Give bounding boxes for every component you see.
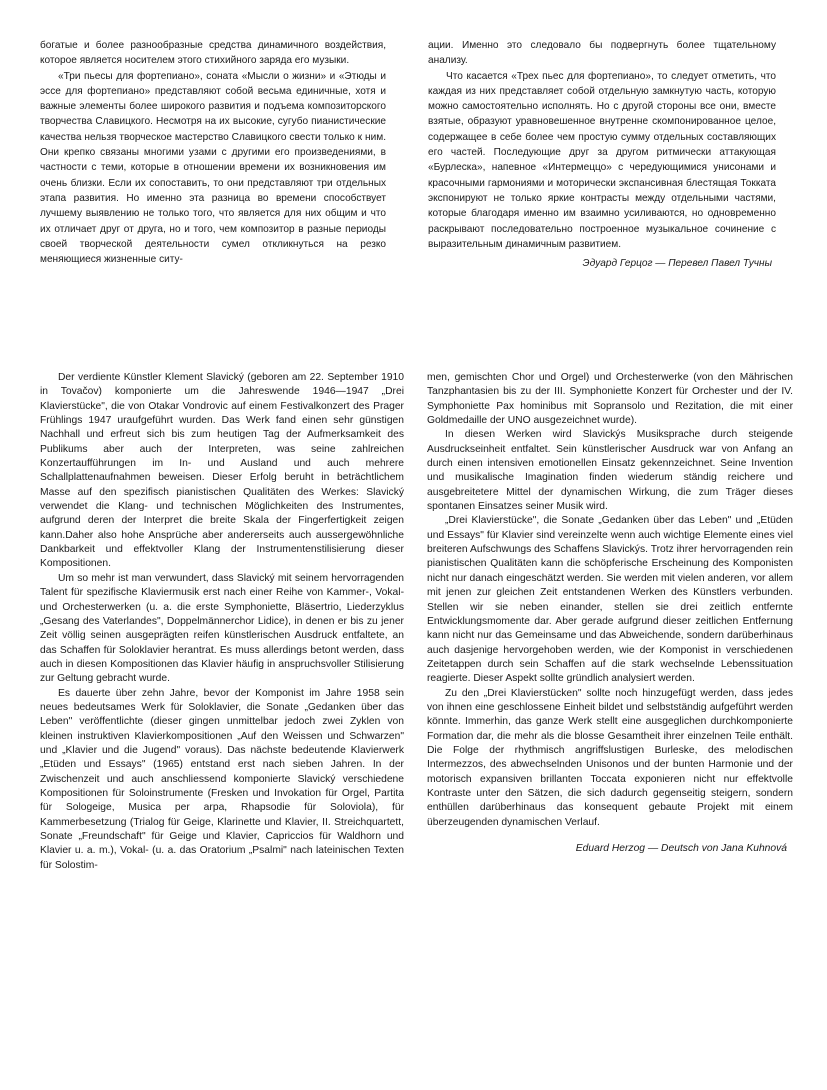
de-right-paragraph-3: „Drei Klavierstücke", die Sonate „Gedanken über das Leben" und „Etüden und Essays" für Klavier sind vereinzelte wenn auch wichtige Elemente eines viel breiteren Aufschwungs des Schaffens Slavickýs. Trotz ihrer hervorragenden rein pianistischen Qualitäten kann die schöpferische Erscheinung des Komponisten nicht nur danach eingeschätzt werden. Sie werden mit vielen anderen, vor allem mit jenen zur gleichen Zeit entstandenen Werken des Künstlers verbunden. Stellen wir sie neben einander, stellen sie drei zeitlich entfernte Entwicklungsmomente dar. Aber gerade aufgrund dieser zeitlichen Entfernung kann nicht nur das Gemeinsame und das Abweichende, sondern darüberhinaus auch dasjenige hervorgehoben werden, wie der Komponist in verschiedenen Zeitetappen durch sein Schaffen auf die stark wechselnde Lebenssituation reagierte. Dieser Aspekt sollte gründlich analysiert werden. [427,515,793,685]
de-left-paragraph-2: Um so mehr ist man verwundert, dass Slavický mit seinem hervorragenden Talent für spezifische Klaviermusik erst nach einer Reihe von Kammer-, Vokal- und Orchesterwerken (u. a. die erste Symphoniette, Bläsertrio, Liederzyklus „Gesang des Vaterlandes", Doppelmännerchor Lidice), in denen er bis zu jener Zeit völlig seinen ausgeprägten reifen künstlerischen Ausdruck entfaltete, an das Schaffen für Soloklavier herantrat. Es muss allerdings betont werden, dass auch in diesen Kompositionen das Klavier häufig in anspruchsvoller Stilisierung zur Geltung gebracht wurde. [40,572,404,685]
german-text-block [0,371,827,1061]
russian-text-block [0,38,827,348]
de-right-paragraph-4: Zu den „Drei Klavierstücken" sollte noch hinzugefügt werden, dass jedes von ihnen eine geschlossene Einheit bildet und selbstständig aufgeführt werden könnte. Immerhin, das ganze Werk stellt eine ausgeglichen durchkomponierte Formation dar, die mehr als die blosse Gesamtheit ihrer einzelnen Teile enthält. Die Folge der rhythmisch angriffslustigen Burleske, des melodischen Intermezzos, des abwechselnden Unisonos und der bunten Harmonie und der motorisch expansiven brillanten Toccata exponieren nicht nur effektvolle Kontraste unter den Sätzen, die sich dadurch gegenseitig steigern, sondern enthüllen darüberhinaus das konsequent gebaute Projekt mit einem überzeugenden dynamischen Verlauf. [427,687,793,828]
german-left-column [40,371,404,873]
ru-left-paragraph-1: богатые и более разнообразные средства динамичного воздействия, которое является носителем этого стихийного заряда его музыки. [40,40,386,67]
de-right-paragraph-1: men, gemischten Chor und Orgel) und Orchesterwerke (von den Mährischen Tanzphantasien bis zu der III. Symphoniette Konzert für Orchester und der IV. Symphoniette Pax hominibus mit Sopransolo und Rezitation, die mit einer Goldmedaille der UNO ausgezeichnet wurde). [427,372,793,427]
ru-right-paragraph-2: Что касается «Трех пьес для фортепиано», то следует отметить, что каждая из них представляет собой отдельную замкнутую часть, которую можно самостоятельно исполнять. Но с другой стороны все они, вместе взятые, образуют уравновешенное внутренне скомпонированное целое, содержащее в себе более чем простую сумму отдельных составляющих его частей. Последующие друг за другом ритмически аттакующая «Бурлеска», напевное «Интермеццо» с чередующимися унисонами и красочными гармониями и моторически экспансивная блестящая Токката экспонируют не только яркие контрасты между отдельными частями, которые благодаря именно им взаимно усиливаются, но одновременно раскрывают последовательно построенное музыкальное сочинение с выразительным динамичным развитием. [428,70,776,250]
ru-left-paragraph-2: «Три пьесы для фортепиано», соната «Мысли о жизни» и «Этюды и эссе для фортепиано» представляют собой весьма единичные, хотя и важные элементы более широкого развития и подъема композиторского творчества Славицкого. Несмотря на их высокие, сугубо пианистические качества нельзя творческое мастерство Славицкого свести только к ним. Они крепко связаны многими узами с другими его произведениями, в частности с теми, которые в отношении времени их возникновения им очень близки. Если их сопоставить, то они представляют три отдельных этапа развития. Но именно эта разница во времени способствует лучшему выявлению не только того, что является для них общим и что их отличает друг от друга, но и того, чем композитор в разные периоды своей творческой деятельности сумел откликнуться на резко меняющиеся жизненные ситу- [40,70,386,266]
german-right-column [427,371,793,856]
russian-left-column [40,38,386,267]
russian-right-column [428,38,776,271]
german-signature: Eduard Herzog — Deutsch von Jana Kuhnová [575,843,787,854]
de-left-paragraph-1: Der verdiente Künstler Klement Slavický (geboren am 22. September 1910 in Tovačov) komponierte um die Jahreswende 1946—1947 „Drei Klavierstücke", die von Otakar Vondrovic auf einem Festivalkonzert des Prager Frühlings 1947 uraufgeführt wurden. Das Werk fand einen sehr günstigen Nachhall und erfreut sich bis zum heutigen Tag der Aufmerksamkeit des Publikums aber auch der Interpreten, was seine zahlreichen Konzertaufführungen im In- und Ausland und auch mehrere Schallplattenaufnahmen beweisen. Dieser Erfolg beruht in beträchtlichem Masse auf den spezifisch pianistischen Qualitäten des Werkes: Slavický verwendet die Klang- und technischen Möglichkeiten des Instrumentes, aufgrund deren der Interpret die breite Skala der Fingerfertigkeit zeigen kann.Daher also hohe Ansprüche aber andererseits auch aussergewöhnliche Dankbarkeit und effektvoller Klang der Instrumentenstilisierung dieser Kompositionen. [40,372,404,570]
russian-signature: Эдуард Герцог — Перевел Павел Тучны [582,258,772,270]
ru-right-paragraph-1: ации. Именно это следовало бы подвергнуть более тщательному анализу. [428,40,776,67]
de-left-paragraph-3: Es dauerte über zehn Jahre, bevor der Komponist im Jahre 1958 sein neues bedeutsames Werk für Soloklavier, die Sonate „Gedanken über das Leben" veröffentlichte (dieser gingen unmittelbar jedoch zwei Zyklen von kleinen instruktiven Klavierkompositionen „Auf den Weissen und Schwarzen" und „Klavier und die Jugend" voraus). Das nächste bedeutende Klavierwerk „Etüden und Essays" (1965) entstand erst nach sieben Jahren. In der Zwischenzeit und auch anschliessend komponierte Slavický verschiedene Kompositionen für Soloinstrumente (Fresken und Invokation für Orgel, Partita für Sologeige, Musica per arpa, Rhapsodie für Soloviola), für Kammerbesetzung (Trialog für Geige, Klarinette und Klavier, II. Streichquartett, Sonate „Freundschaft" für Geige und Klavier, Capriccios für Waldhorn und Klavier u. a. m.), Vokal- (u. a. das Oratorium „Psalmi" nach lateinischen Texten für Solostim- [40,687,404,871]
de-right-paragraph-2: In diesen Werken wird Slavickýs Musiksprache durch steigende Ausdruckseinheit entfaltet. Sein künstlerischer Ausdruck war von Anfang an durch einen intensiven emotionellen Einsatz gekennzeichnet. Seine Invention und musikalische Imagination finden wiederum ständig reichere und ausgebreitetere Mittel der dynamischen Wirkung, die zum Träger dieses spontanen Einsatzes seiner Musik wird. [427,429,793,513]
